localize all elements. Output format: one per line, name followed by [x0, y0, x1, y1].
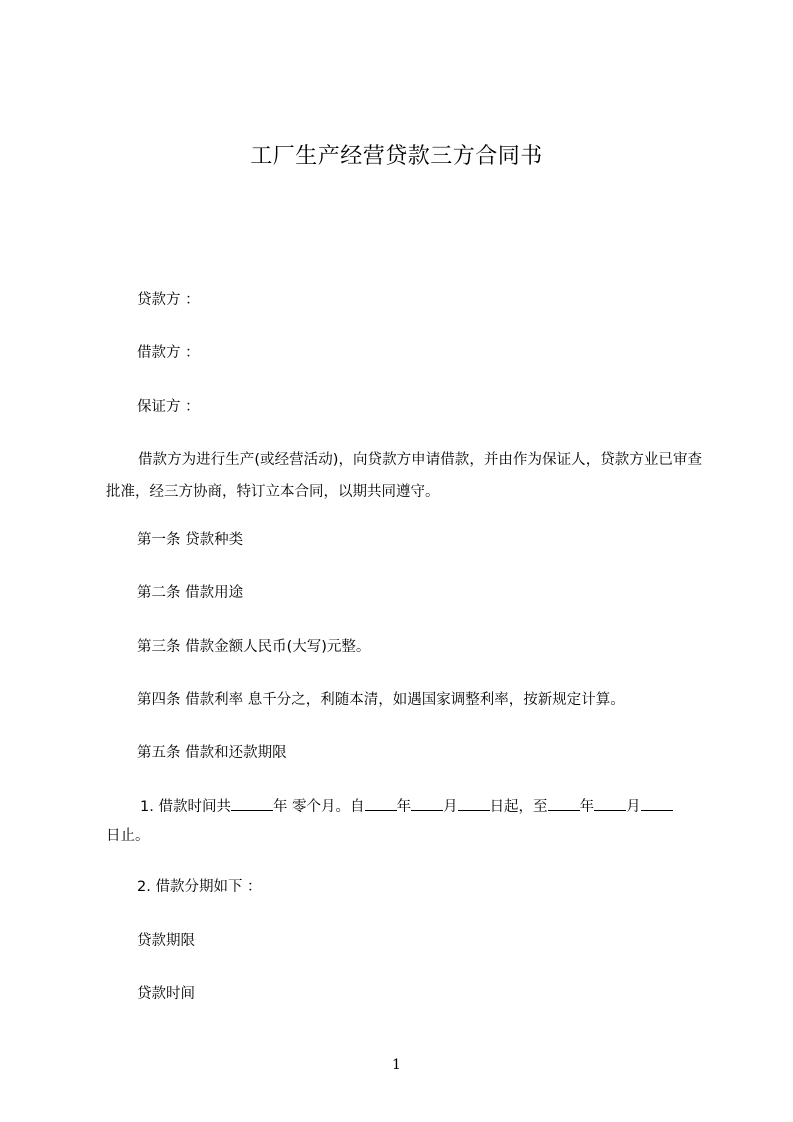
- intro-paragraph: 借款方为进行生产(或经营活动)，向贷款方申请借款，并由作为保证人，贷款方业已审查批准，经三方协商，特订立本合同，以期共同遵守。: [106, 452, 702, 500]
- borrower-label: 借款方 ：: [137, 345, 200, 361]
- term-clause-line-2: 日止。: [106, 828, 150, 844]
- article-5: 第五条 借款和还款期限: [137, 745, 287, 761]
- term-clause-text: 年: [579, 799, 595, 815]
- guarantor-label: 保证方 ：: [137, 399, 200, 415]
- term-clause-text: 月: [443, 799, 458, 815]
- installments-heading: 2. 借款分期如下 ：: [137, 879, 262, 895]
- term-clause-text: 年 零个月。自: [272, 799, 365, 815]
- term-clause-line-1: [140, 796, 673, 818]
- loan-period-label: 贷款期限: [137, 933, 195, 949]
- article-4: 第四条 借款利率 息千分之，利随本清，如遇国家调整利率，按新规定计算。: [137, 692, 625, 708]
- document-title: 工厂生产经营贷款三方合同书: [250, 144, 543, 169]
- blank-end-month: [594, 796, 626, 811]
- loan-time-label: 贷款时间: [137, 986, 195, 1002]
- article-3: 第三条 借款金额人民币(大写)元整。: [137, 639, 371, 655]
- blank-start-month: [411, 796, 443, 811]
- blank-end-year: [548, 796, 580, 811]
- term-clause-text: 1. 借款时间共: [140, 799, 231, 815]
- blank-start-day: [458, 796, 490, 811]
- blank-start-year: [365, 796, 397, 811]
- blank-end-day: [641, 796, 673, 811]
- term-clause-text: 年: [396, 799, 412, 815]
- page-number: 1: [392, 1057, 401, 1073]
- lender-label: 贷款方 ：: [137, 292, 200, 308]
- article-2: 第二条 借款用途: [137, 585, 244, 601]
- blank-years: [231, 796, 273, 811]
- article-1: 第一条 贷款种类: [137, 532, 244, 548]
- term-clause-text: 月: [626, 799, 641, 815]
- term-clause-text: 日起，至: [489, 799, 548, 815]
